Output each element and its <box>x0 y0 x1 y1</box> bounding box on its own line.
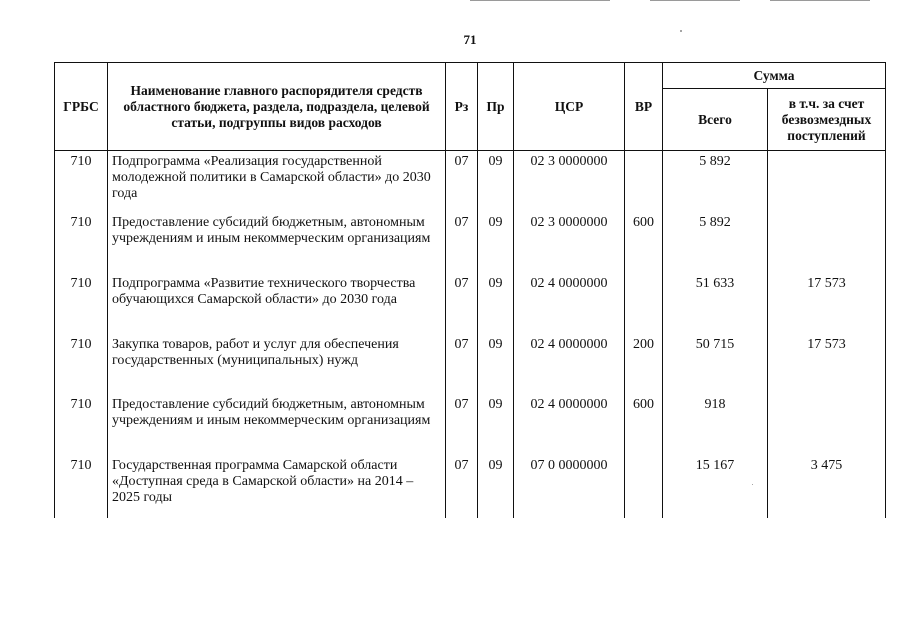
scan-artifact-line <box>770 0 870 1</box>
cell-grbs: 710 <box>55 273 108 334</box>
cell-grbs: 710 <box>55 151 108 213</box>
scan-artifact-line <box>470 0 610 1</box>
cell-rz: 07 <box>446 394 478 455</box>
scan-speck <box>680 30 682 32</box>
cell-pr: 09 <box>478 394 514 455</box>
table-row <box>55 455 886 518</box>
cell-vr <box>625 151 663 213</box>
cell-name: Закупка товаров, работ и услуг для обеспечения государственных (муниципальных) нужд <box>108 334 446 394</box>
cell-total: 5 892 <box>663 151 768 213</box>
cell-grbs: 710 <box>55 394 108 455</box>
cell-rz: 07 <box>446 455 478 518</box>
cell-pr: 09 <box>478 212 514 273</box>
cell-vr <box>625 273 663 334</box>
header-grants: в т.ч. за счет безвозмездных поступлений <box>768 89 886 151</box>
table-row <box>55 334 886 394</box>
page-number: 71 <box>463 32 477 47</box>
cell-grants: 3 475 <box>768 455 886 518</box>
cell-grbs: 710 <box>55 455 108 518</box>
header-pr: Пр <box>478 63 514 151</box>
header-sum: Сумма <box>663 63 886 89</box>
cell-pr: 09 <box>478 273 514 334</box>
table-row <box>55 151 886 213</box>
cell-csr: 02 3 0000000 <box>514 151 625 213</box>
cell-csr: 02 4 0000000 <box>514 334 625 394</box>
cell-name: Подпрограмма «Реализация государственной молодежной политики в Самарской области» до 2030 года <box>108 151 446 213</box>
header-grbs: ГРБС <box>55 63 108 151</box>
cell-grants <box>768 212 886 273</box>
table-row <box>55 273 886 334</box>
cell-vr <box>625 455 663 518</box>
table-row <box>55 394 886 455</box>
cell-rz: 07 <box>446 212 478 273</box>
cell-grants: 17 573 <box>768 334 886 394</box>
cell-grants <box>768 151 886 213</box>
cell-pr: 09 <box>478 151 514 213</box>
header-rz: Рз <box>446 63 478 151</box>
budget-table <box>54 62 886 518</box>
cell-total: 50 715 <box>663 334 768 394</box>
header-csr: ЦСР <box>514 63 625 151</box>
table-row <box>55 212 886 273</box>
header-total: Всего <box>663 89 768 151</box>
cell-total: 5 892 <box>663 212 768 273</box>
cell-name: Предоставление субсидий бюджетным, автономным учреждениям и иным некоммерческим организациям <box>108 212 446 273</box>
cell-csr: 02 4 0000000 <box>514 394 625 455</box>
cell-csr: 02 4 0000000 <box>514 273 625 334</box>
cell-rz: 07 <box>446 273 478 334</box>
cell-total: 15 167 <box>663 455 768 518</box>
cell-grbs: 710 <box>55 334 108 394</box>
cell-rz: 07 <box>446 151 478 213</box>
cell-rz: 07 <box>446 334 478 394</box>
cell-csr: 07 0 0000000 <box>514 455 625 518</box>
cell-pr: 09 <box>478 455 514 518</box>
cell-grbs: 710 <box>55 212 108 273</box>
cell-grants <box>768 394 886 455</box>
cell-name: Государственная программа Самарской области «Доступная среда в Самарской области» на 2014 – 2025 годы <box>108 455 446 518</box>
cell-pr: 09 <box>478 334 514 394</box>
cell-total: 918 <box>663 394 768 455</box>
scan-artifact-line <box>650 0 740 1</box>
cell-csr: 02 3 0000000 <box>514 212 625 273</box>
cell-vr: 600 <box>625 394 663 455</box>
cell-vr: 200 <box>625 334 663 394</box>
header-vr: ВР <box>625 63 663 151</box>
cell-vr: 600 <box>625 212 663 273</box>
cell-name: Подпрограмма «Развитие технического творчества обучающихся Самарской области» до 2030 года <box>108 273 446 334</box>
cell-grants: 17 573 <box>768 273 886 334</box>
cell-total: 51 633 <box>663 273 768 334</box>
header-name: Наименование главного распорядителя средств областного бюджета, раздела, подраздела, целевой статьи, подгруппы видов расходов <box>108 63 446 151</box>
cell-name: Предоставление субсидий бюджетным, автономным учреждениям и иным некоммерческим организациям <box>108 394 446 455</box>
